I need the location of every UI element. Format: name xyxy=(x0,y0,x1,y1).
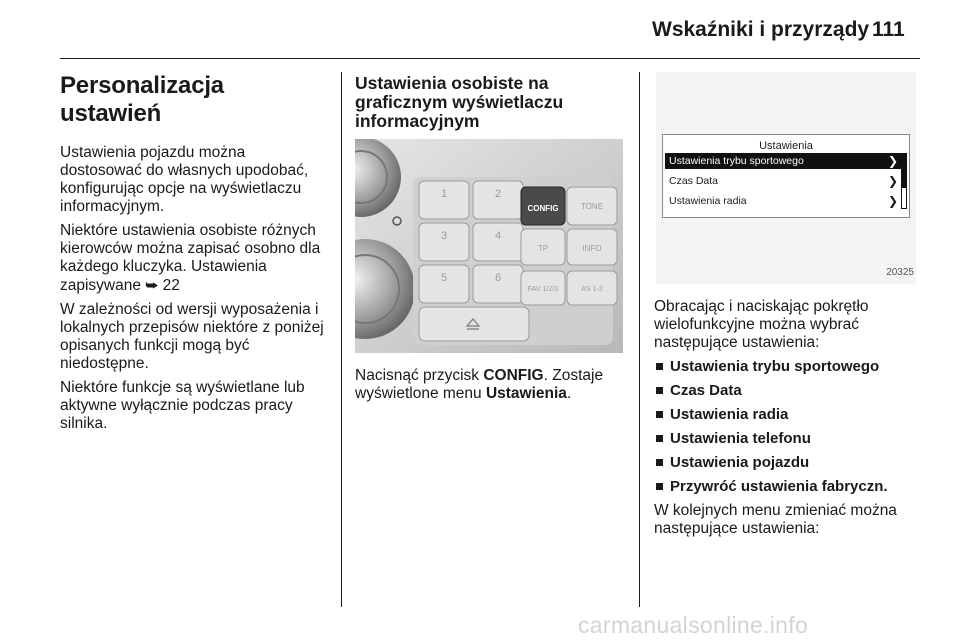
paragraph-text: Nacisnąć przycisk xyxy=(355,367,484,384)
button-label: TP xyxy=(537,244,549,253)
paragraph-text: Niektóre ustawienia osobiste różnych kierowców można zapisać osobno dla każdego kluczyka. Ustawienia zapisywane xyxy=(60,222,321,294)
screen-title: Ustawienia xyxy=(759,140,813,152)
paragraph: W kolejnych menu zmieniać można następujące ustawienia: xyxy=(654,502,897,537)
button-label: AS 1-2 xyxy=(581,286,603,293)
list-item xyxy=(654,454,924,472)
list-item xyxy=(654,406,924,424)
column-2 xyxy=(355,72,625,409)
settings-list xyxy=(654,358,924,496)
paragraph xyxy=(355,367,625,403)
column-divider-1 xyxy=(341,72,342,607)
column-divider-2 xyxy=(639,72,640,607)
row-label: Ustawienia trybu sportowego xyxy=(669,155,804,167)
list-item-label: Ustawienia telefonu xyxy=(670,430,811,447)
control-panel-illustration xyxy=(355,139,623,353)
bullet-icon xyxy=(656,435,663,442)
paragraph-text: . xyxy=(566,385,572,402)
page-number: 111 xyxy=(872,18,905,41)
watermark: carmanualsonline.info xyxy=(578,612,809,638)
preset-button xyxy=(473,181,523,219)
button-label: 2 xyxy=(494,188,502,200)
list-item-label: Ustawienia trybu sportowego xyxy=(670,358,880,375)
screen-row xyxy=(665,193,901,209)
preset-button xyxy=(419,265,469,303)
paragraph-text: . Zostaje wyświetlone menu xyxy=(355,367,604,402)
button-label: CONFIG xyxy=(527,204,559,213)
scrollbar-thumb xyxy=(902,154,906,188)
button-label: 4 xyxy=(494,230,502,242)
bullet-icon xyxy=(656,387,663,394)
header-title: Wskaźniki i przyrządy xyxy=(652,18,870,41)
section-heading: Personalizacja ustawień xyxy=(60,72,224,127)
preset-button xyxy=(473,265,523,303)
button-label: 5 xyxy=(440,272,448,284)
bullet-icon xyxy=(656,459,663,466)
list-item-label: Czas Data xyxy=(670,382,742,399)
bullet-icon xyxy=(656,363,663,370)
page-reference-link[interactable]: 22 xyxy=(162,277,180,294)
list-item-label: Przywróć ustawienia fabryczn. xyxy=(670,478,888,495)
column-1 xyxy=(60,72,330,439)
chevron-right-icon: ❯ xyxy=(887,174,898,188)
row-label: Czas Data xyxy=(669,175,719,187)
bullet-icon xyxy=(656,483,663,490)
preset-button xyxy=(419,223,469,261)
page-reference-icon: ⮩ xyxy=(145,277,159,293)
figure-number: 20325 xyxy=(886,267,914,278)
config-key-name: CONFIG xyxy=(483,367,544,384)
list-item xyxy=(654,478,924,496)
paragraph: Obracając i naciskając pokrętło wielofunkcyjne można wybrać następujące ustawienia: xyxy=(654,298,869,351)
button-label: INFO xyxy=(582,244,602,253)
list-item xyxy=(654,358,924,376)
paragraph: Niektóre funkcje są wyświetlane lub aktywne wyłącznie podczas pracy silnika. xyxy=(60,379,305,432)
paragraph: Ustawienia pojazdu można dostosować do własnych upodobać, konfigurując opcje na wyświetlaczu informacyjnym. xyxy=(60,144,309,215)
screen-row xyxy=(665,173,901,189)
button-label: TONE xyxy=(580,202,604,211)
button-label: 6 xyxy=(494,272,502,284)
button-label: FAV 1/2/3 xyxy=(527,286,559,293)
button-label: 3 xyxy=(440,230,448,242)
control-panel-photo xyxy=(355,139,623,353)
paragraph: W zależności od wersji wyposażenia i lokalnych przepisów niektóre z poniżej opisanych funkcji mogą być niedostępne. xyxy=(60,301,324,372)
menu-name: Ustawienia xyxy=(485,385,567,402)
list-item xyxy=(654,382,924,400)
bullet-icon xyxy=(656,411,663,418)
column-3 xyxy=(654,72,924,544)
screen-row-selected xyxy=(665,153,901,169)
eject-button xyxy=(419,307,529,341)
settings-screen xyxy=(662,134,910,218)
header-divider xyxy=(60,58,920,59)
subsection-heading: Ustawienia osobiste na graficznym wyświetlaczu informacyjnym xyxy=(355,73,564,131)
display-figure xyxy=(656,72,916,284)
preset-button xyxy=(473,223,523,261)
row-label: Ustawienia radia xyxy=(669,195,747,207)
list-item xyxy=(654,430,924,448)
paragraph xyxy=(60,222,330,295)
scrollbar xyxy=(901,153,907,209)
list-item-label: Ustawienia pojazdu xyxy=(670,454,810,471)
chevron-right-icon: ❯ xyxy=(887,154,898,168)
chevron-right-icon: ❯ xyxy=(887,194,898,208)
button-label: 1 xyxy=(440,188,448,200)
preset-button xyxy=(419,181,469,219)
list-item-label: Ustawienia radia xyxy=(670,406,789,423)
